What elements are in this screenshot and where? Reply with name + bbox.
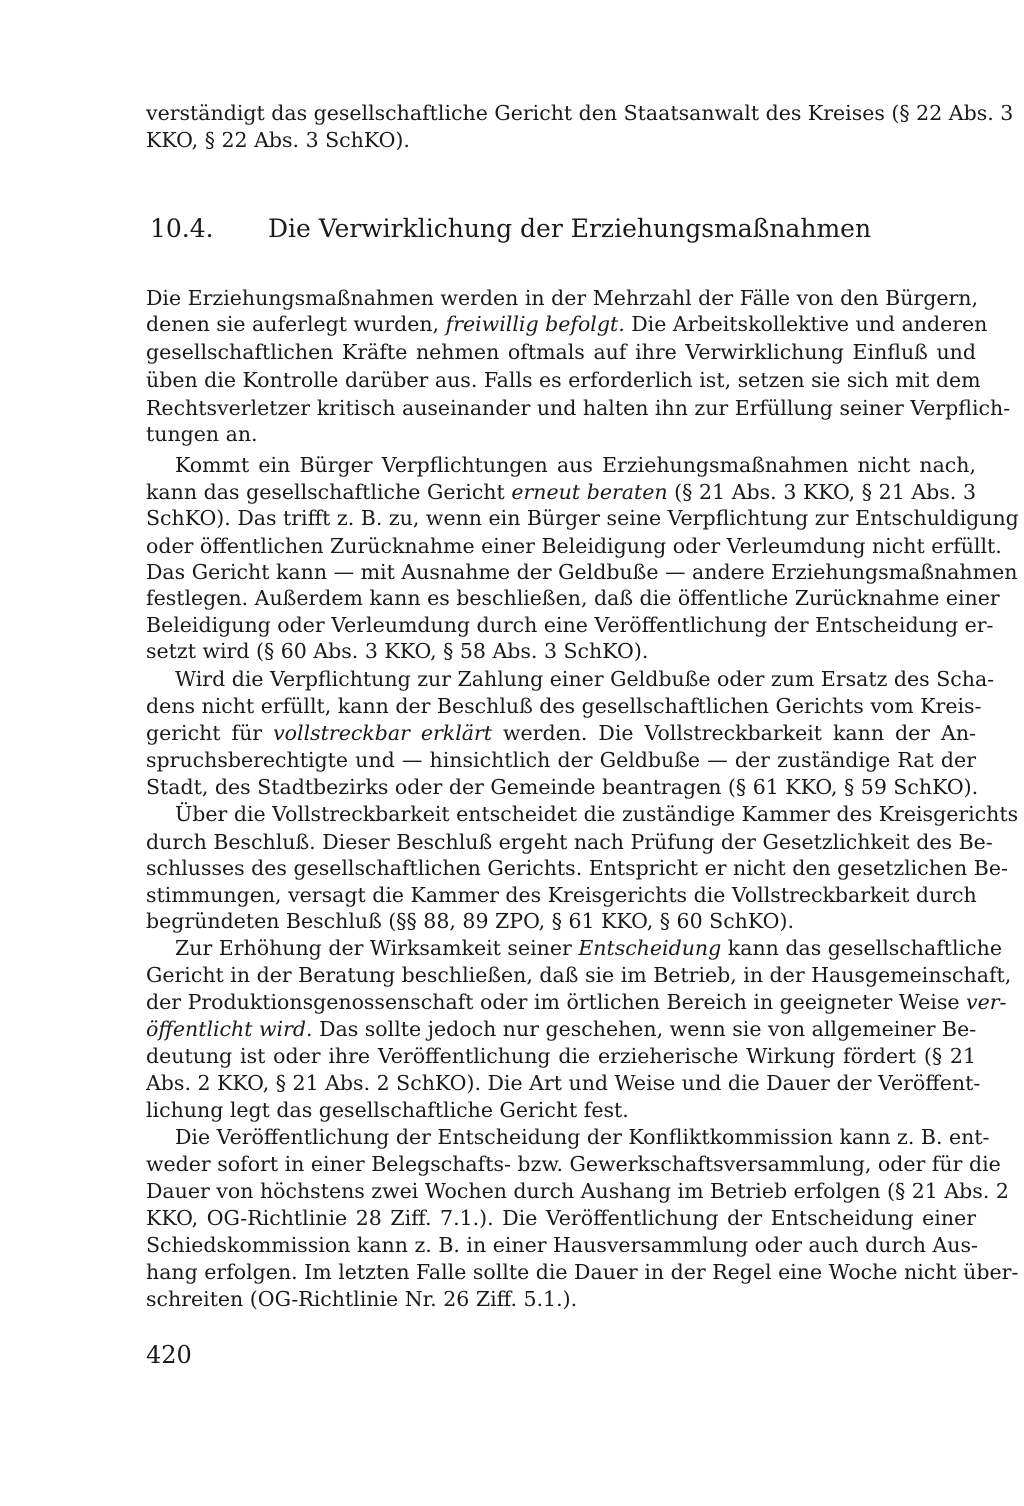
text-line: KKO, § 22 Abs. 3 SchKO). — [146, 128, 410, 152]
text-line: verständigt das gesellschaftliche Gericht den Staatsanwalt des Kreises (§ 22 Abs. 3 — [146, 101, 1014, 125]
text-line: begründeten Beschluß (§§ 88, 89 ZPO, § 61 KKO, § 60 SchKO). — [146, 909, 794, 933]
text-line: dens nicht erfüllt, kann der Beschluß des gesellschaftlichen Gerichts vom Kreis- — [146, 694, 982, 718]
section-title: Die Verwirklichung der Erziehungsmaßnahmen — [268, 214, 872, 243]
text-line: Gericht in der Beratung beschließen, daß sie im Betrieb, in der Hausgemeinschaft, — [146, 963, 1012, 987]
text-line: oder öffentlichen Zurücknahme einer Beleidigung oder Verleumdung nicht erfüllt. — [146, 534, 1002, 558]
section-number: 10.4. — [150, 214, 214, 243]
text-line: weder sofort in einer Belegschafts- bzw. Gewerkschaftsversammlung, oder für die — [146, 1152, 1001, 1176]
text-line: setzt wird (§ 60 Abs. 3 KKO, § 58 Abs. 3 SchKO). — [146, 639, 649, 663]
emphasis: ver- — [966, 990, 1007, 1014]
text-line: Die Veröffentlichung der Entscheidung der Konfliktkommission kann z. B. ent- — [175, 1125, 990, 1149]
text-line: denen sie auferlegt wurden, freiwillig befolgt. Die Arbeitskollektive und anderen — [146, 312, 988, 336]
text-line: kann das gesellschaftliche Gericht erneut beraten (§ 21 Abs. 3 KKO, § 21 Abs. 3 — [146, 480, 976, 504]
text-line: deutung ist oder ihre Veröffentlichung die erzieherische Wirkung fördert (§ 21 — [146, 1044, 976, 1068]
page-number: 420 — [146, 1341, 192, 1369]
text-line: spruchsberechtigte und — hinsichtlich der Geldbuße — der zuständige Rat der — [146, 748, 976, 772]
text-line: der Produktionsgenossenschaft oder im örtlichen Bereich in geeigneter Weise ver- — [146, 990, 1007, 1014]
text-line: schreiten (OG-Richtlinie Nr. 26 Ziff. 5.1.). — [146, 1287, 578, 1311]
emphasis: vollstreckbar erklärt — [273, 721, 493, 745]
text-line: SchKO). Das trifft z. B. zu, wenn ein Bürger seine Verpflichtung zur Entschuldigung — [146, 506, 1019, 530]
text-line: durch Beschluß. Dieser Beschluß ergeht nach Prüfung der Gesetzlichkeit des Be- — [146, 830, 993, 854]
text-line: Zur Erhöhung der Wirksamkeit seiner Entscheidung kann das gesellschaftliche — [175, 936, 1002, 960]
text-line: schlusses des gesellschaftlichen Gerichts. Entspricht er nicht den gesetzlichen Be- — [146, 856, 1008, 880]
text-line: Beleidigung oder Verleumdung durch eine Veröffentlichung der Entscheidung er- — [146, 613, 994, 637]
text-line: lichung legt das gesellschaftliche Gericht fest. — [146, 1098, 629, 1122]
text-line: Abs. 2 KKO, § 21 Abs. 2 SchKO). Die Art und Weise und die Dauer der Veröffent- — [146, 1071, 981, 1095]
text-line: stimmungen, versagt die Kammer des Kreisgerichts die Vollstreckbarkeit durch — [146, 883, 977, 907]
text-line: Stadt, des Stadtbezirks oder der Gemeinde beantragen (§ 61 KKO, § 59 SchKO). — [146, 775, 979, 799]
text-line: Dauer von höchstens zwei Wochen durch Aushang im Betrieb erfolgen (§ 21 Abs. 2 — [146, 1179, 1009, 1203]
text-line: Die Erziehungsmaßnahmen werden in der Mehrzahl der Fälle von den Bürgern, — [146, 286, 978, 310]
emphasis: Entscheidung — [578, 936, 722, 960]
emphasis: freiwillig befolgt. — [445, 312, 625, 336]
text-line: Rechtsverletzer kritisch auseinander und halten ihn zur Erfüllung seiner Verpflich- — [146, 396, 1011, 420]
text-line: festlegen. Außerdem kann es beschließen, daß die öffentliche Zurücknahme einer — [146, 586, 1000, 610]
emphasis: öffentlicht wird. — [146, 1017, 313, 1041]
text-line: öffentlicht wird. Das sollte jedoch nur geschehen, wenn sie von allgemeiner Be- — [146, 1017, 977, 1041]
text-line: tungen an. — [146, 422, 258, 446]
text-line: Das Gericht kann — mit Ausnahme der Geldbuße — andere Erziehungsmaßnahmen — [146, 560, 1018, 584]
text-line: gericht für vollstreckbar erklärt werden. Die Vollstreckbarkeit kann der An- — [146, 721, 976, 745]
text-line: Kommt ein Bürger Verpflichtungen aus Erziehungsmaßnahmen nicht nach, — [175, 453, 976, 477]
text-line: Über die Vollstreckbarkeit entscheidet die zuständige Kammer des Kreisgerichts — [175, 802, 1019, 826]
text-line: Wird die Verpflichtung zur Zahlung einer Geldbuße oder zum Ersatz des Scha- — [175, 667, 995, 691]
text-line: Schiedskommission kann z. B. in einer Hausversammlung oder auch durch Aus- — [146, 1233, 978, 1257]
emphasis: erneut beraten — [511, 480, 668, 504]
text-line: KKO, OG-Richtlinie 28 Ziff. 7.1.). Die Veröffentlichung der Entscheidung einer — [146, 1206, 976, 1230]
text-line: hang erfolgen. Im letzten Falle sollte die Dauer in der Regel eine Woche nicht über- — [146, 1260, 1019, 1284]
text-line: gesellschaftlichen Kräfte nehmen oftmals auf ihre Verwirklichung Einfluß und — [146, 340, 976, 364]
text-line: üben die Kontrolle darüber aus. Falls es erforderlich ist, setzen sie sich mit dem — [146, 368, 981, 392]
